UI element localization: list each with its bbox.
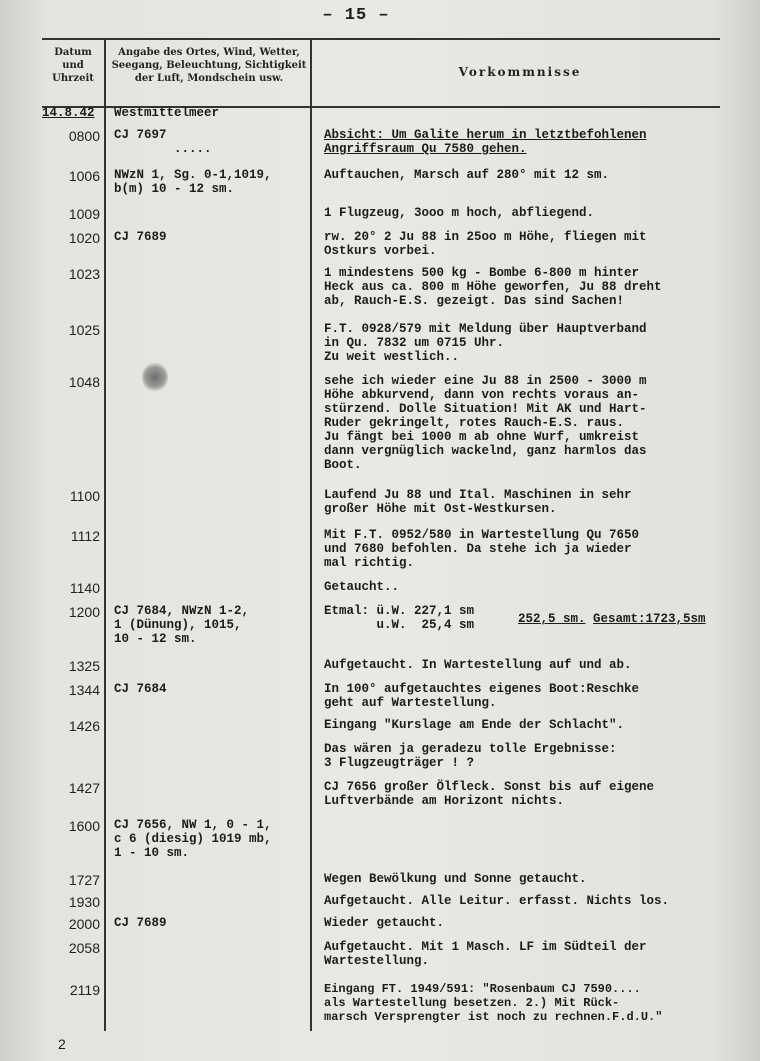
entry-time: 1140 (69, 580, 100, 596)
entry-text: rw. 20° 2 Ju 88 in 25oo m Höhe, fliegen mit Ostkurs vorbei. (324, 230, 647, 258)
entry-time: 2058 (68, 940, 100, 956)
entry-time: 1009 (68, 206, 100, 222)
footer-number: 2 (58, 1036, 66, 1052)
etmal-summary (518, 612, 706, 626)
entry-time: 1023 (68, 266, 100, 282)
entry-text: Laufend Ju 88 und Ital. Maschinen in sehr großer Höhe mit Ost-Westkursen. (324, 488, 632, 516)
entry-time: 1200 (68, 604, 100, 620)
gesamt-label: Gesamt: (593, 612, 646, 626)
entry-time: 1600 (68, 818, 100, 834)
column-divider-1 (104, 38, 106, 1031)
sea-area: Westmittelmeer (114, 106, 220, 120)
entry-place: CJ 7684, NWzN 1-2, 1 (Dünung), 1015, 10 - 12 sm. (114, 604, 250, 646)
entry-text: Aufgetaucht. Alle Leitur. erfasst. Nichts los. (324, 894, 670, 908)
header-events: Vorkommnisse (458, 65, 582, 79)
page-number: – 15 – (322, 6, 390, 25)
entry-time: 1020 (68, 230, 100, 246)
entry-time: 0800 (68, 128, 100, 144)
entry-time: 1727 (68, 872, 100, 888)
ink-blot (142, 362, 168, 392)
entry-text: Etmal: ü.W. 227,1 sm u.W. 25,4 sm (324, 604, 475, 632)
entry-place: CJ 7689 (114, 230, 167, 244)
entry-text: In 100° aufgetauchtes eigenes Boot:Reschke geht auf Wartestellung. (324, 682, 640, 710)
entry-time: 1112 (70, 528, 100, 544)
entry-text: Eingang "Kurslage am Ende der Schlacht". (324, 718, 625, 732)
gesamt-value: 1723,5sm (645, 612, 706, 626)
entry-text: F.T. 0928/579 mit Meldung über Hauptverband in Qu. 7832 um 0715 Uhr. Zu weit westlich.. (324, 322, 647, 364)
entry-place: CJ 7684 (114, 682, 167, 696)
entry-time: 1025 (68, 322, 100, 338)
entry-text: 1 Flugzeug, 3ooo m hoch, abfliegend. (324, 206, 595, 220)
entry-time: 1930 (68, 894, 100, 910)
entry-place: NWzN 1, Sg. 0-1,1019, b(m) 10 - 12 sm. (114, 168, 272, 196)
entry-text: Mit F.T. 0952/580 in Wartestellung Qu 7650 und 7680 befohlen. Da stehe ich ja wieder mal richtig. (324, 528, 640, 570)
entry-text: Das wären ja geradezu tolle Ergebnisse: 3 Flugzeugträger ! ? (324, 742, 617, 770)
header-datetime: Datum und Uhrzeit (52, 47, 94, 84)
column-divider-2 (310, 38, 312, 1031)
entry-text: Aufgetaucht. In Wartestellung auf und ab. (324, 658, 632, 672)
entry-text: Wieder getaucht. (324, 916, 445, 930)
log-date: 14.8.42 (42, 106, 95, 120)
entry-time: 1325 (68, 658, 100, 674)
entry-time: 1426 (68, 718, 100, 734)
entry-text: Wegen Bewölkung und Sonne getaucht. (324, 872, 587, 886)
entry-text: Eingang FT. 1949/591: "Rosenbaum CJ 7590.... als Wartestellung besetzen. 2.) Mit Rück- marsch Versprengter ist noch zu rechnen.F.d.U." (324, 982, 663, 1024)
entry-place: CJ 7689 (114, 916, 167, 930)
entry-time: 1006 (68, 168, 100, 184)
entry-text: sehe ich wieder eine Ju 88 in 2500 - 3000 m Höhe abkurvend, dann von rechts voraus an- stürzend. Dolle Situation! Mit AK und Hart- Ruder gekringelt, rotes Rauch-E.S. raus. Ju fängt bei 1000 m ab ohne Wurf, umkreist dann vergnüglich wackelnd, ganz harmlos das Boot. (324, 374, 647, 472)
entry-text: Auftauchen, Marsch auf 280° mit 12 sm. (324, 168, 610, 182)
entry-place: CJ 7697 ..... (114, 128, 212, 156)
entry-time: 1100 (69, 488, 100, 504)
table-top-rule (42, 38, 720, 40)
entry-text: CJ 7656 großer Ölfleck. Sonst bis auf eigene Luftverbände am Horizont nichts. (324, 780, 655, 808)
entry-time: 1048 (68, 374, 100, 390)
entry-text: Aufgetaucht. Mit 1 Masch. LF im Südteil der Wartestellung. (324, 940, 647, 968)
entry-time: 1344 (68, 682, 100, 698)
etmal-total: 252,5 sm. (518, 612, 586, 626)
entry-time: 2119 (69, 982, 100, 998)
entry-time: 2000 (68, 916, 100, 932)
entry-time: 1427 (68, 780, 100, 796)
entry-text: Getaucht.. (324, 580, 400, 594)
entry-text: 1 mindestens 500 kg - Bombe 6-800 m hinter Heck aus ca. 800 m Höhe geworfen, Ju 88 dreht ab, Rauch-E.S. gezeigt. Das sind Sachen! (324, 266, 662, 308)
entry-text: Absicht: Um Galite herum in letztbefohlenen Angriffsraum Qu 7580 gehen. (324, 128, 647, 156)
entry-place: CJ 7656, NW 1, 0 - 1, c 6 (diesig) 1019 mb, 1 - 10 sm. (114, 818, 272, 860)
header-place: Angabe des Ortes, Wind, Wetter, Seegang, Beleuchtung, Sichtigkeit der Luft, Mondschein usw. (111, 47, 307, 84)
